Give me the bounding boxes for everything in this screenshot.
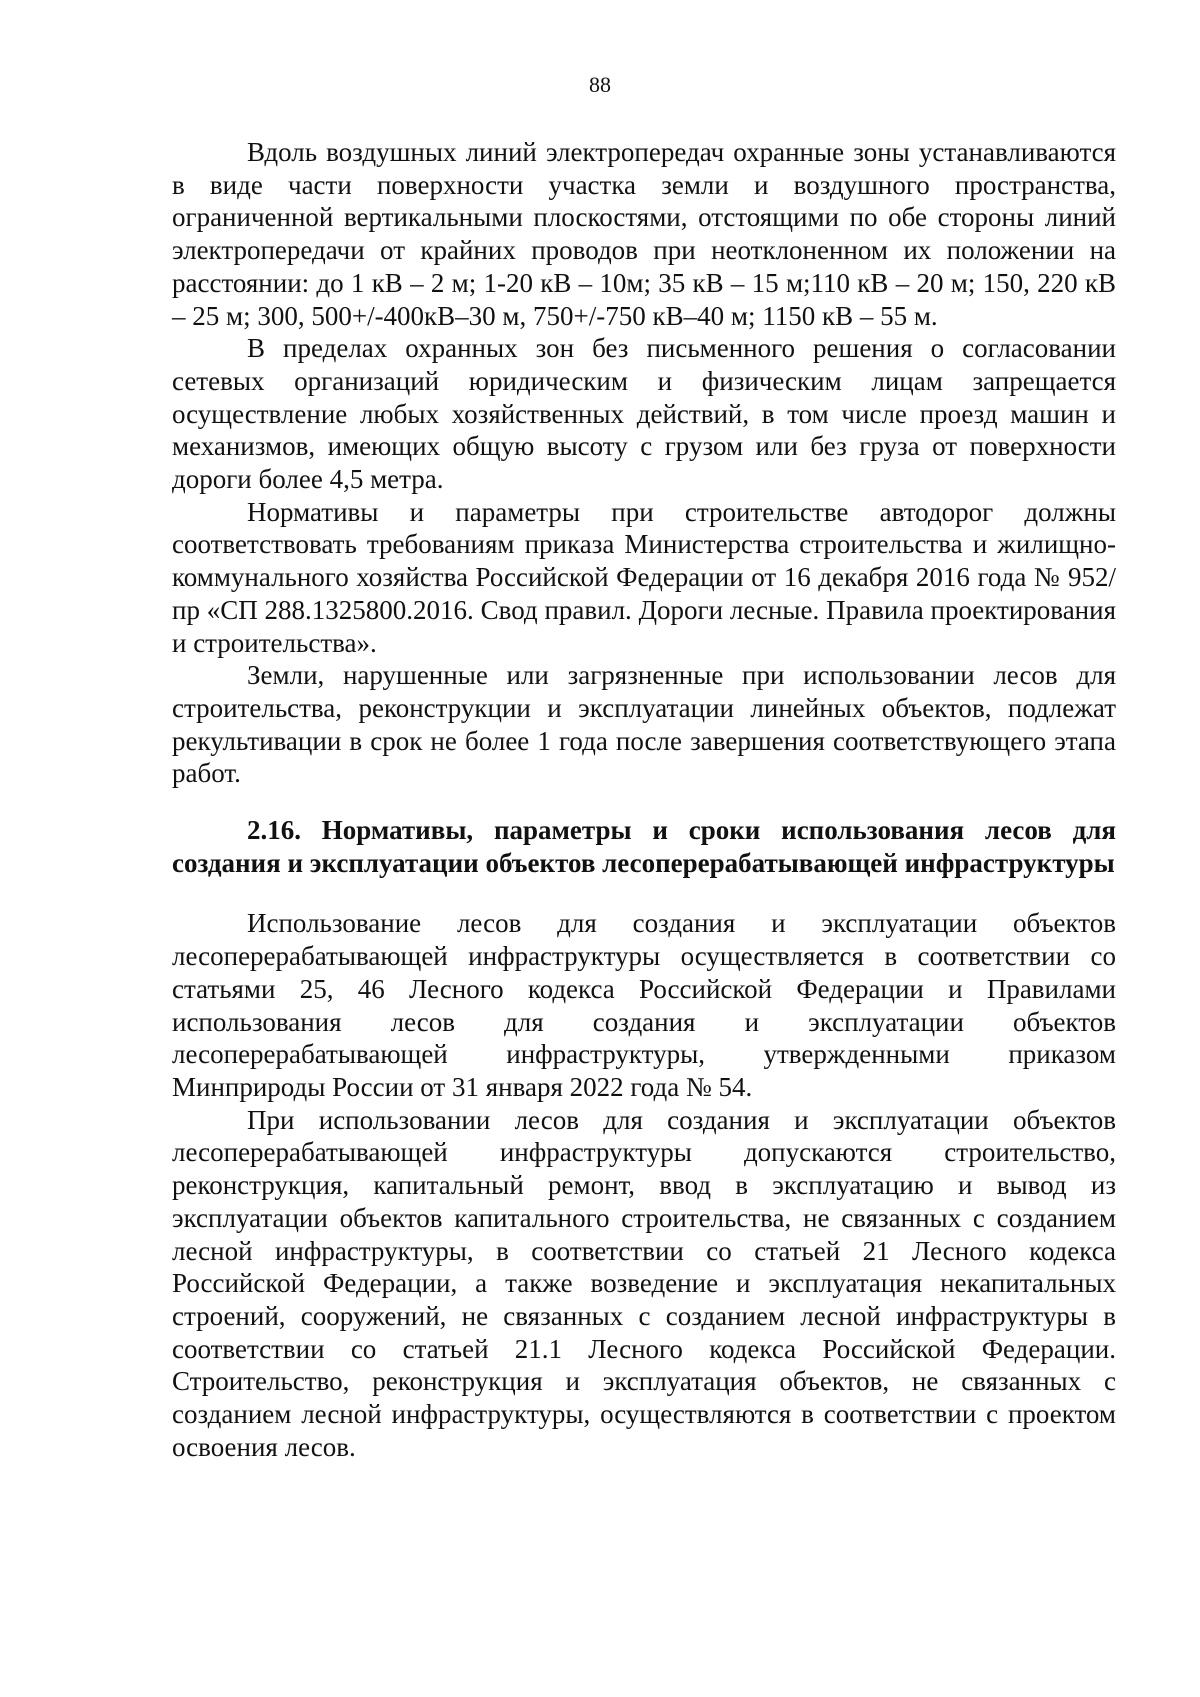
paragraph-permitted-construction: При использовании лесов для создания и эксплуатации объектов лесоперерабатывающей инфраструктуры допускаются строительство, реконструкция, капитальный ремонт, ввод в эксплуатацию и вывод из эксплуатации объектов капитального строительства, не связанных с созданием лесной инфраструктуры, в соответствии со статьей 21 Лесного кодекса Российской Федерации, а также возведение и эксплуатация некапитальных строений, сооружений, не связанных с созданием лесной инфраструктуры в соответствии со статьей 21.1 Лесного кодекса Российской Федерации. Строительство, реконструкция и эксплуатация объектов, не связанных с созданием лесной инфраструктуры, осуществляются в соответствии с проектом освоения лесов. [172,1104,1116,1462]
paragraph-protected-zone-restrictions: В пределах охранных зон без письменного решения о согласовании сетевых организаций юридическим и физическим лицам запрещается осуществление любых хозяйственных действий, в том числе проезд машин и механизмов, имеющих общую высоту с грузом или без груза от поверхности дороги более 4,5 метра. [172,333,1116,495]
paragraph-wood-processing-legal-basis: Использование лесов для создания и эксплуатации объектов лесоперерабатывающей инфраструктуры осуществляется в соответствии со статьями 25, 46 Лесного кодекса Российской Федерации и Правилами использования лесов для создания и эксплуатации объектов лесоперерабатывающей инфраструктуры, утвержденными приказом Минприроды России от 31 января 2022 года № 54. [172,908,1116,1102]
paragraph-road-standards: Нормативы и параметры при строительстве автодорог должны соответствовать требованиям приказа Министерства строительства и жилищно-коммунального хозяйства Российской Федерации от 16 декабря 2016 года № 952/пр «СП 288.1325800.2016. Свод правил. Дороги лесные. Правила проектирования и строительства». [172,496,1116,658]
paragraph-power-line-zones: Вдоль воздушных линий электропередач охранные зоны устанавливаются в виде части поверхности участка земли и воздушного пространства, ограниченной вертикальными плоскостями, отстоящими по обе стороны линий электропередачи от крайних проводов при неотклоненном их положении на расстоянии: до 1 кВ – 2 м; 1-20 кВ – 10м; 35 кВ – 15 м;110 кВ – 20 м; 150, 220 кВ – 25 м; 300, 500+/-400кВ–30 м, 750+/-750 кВ–40 м; 1150 кВ – 55 м. [172,137,1116,331]
document-body [172,136,1116,1463]
paragraph-land-recultivation: Земли, нарушенные или загрязненные при использовании лесов для строительства, реконструкции и эксплуатации линейных объектов, подлежат рекультивации в срок не более 1 года после завершения соответствующего этапа работ. [172,660,1116,789]
section-heading: 2.16. Нормативы, параметры и сроки использования лесов для создания и эксплуатации объектов лесоперерабатывающей инфраструктуры [172,815,1116,878]
page-number: 88 [589,72,611,97]
